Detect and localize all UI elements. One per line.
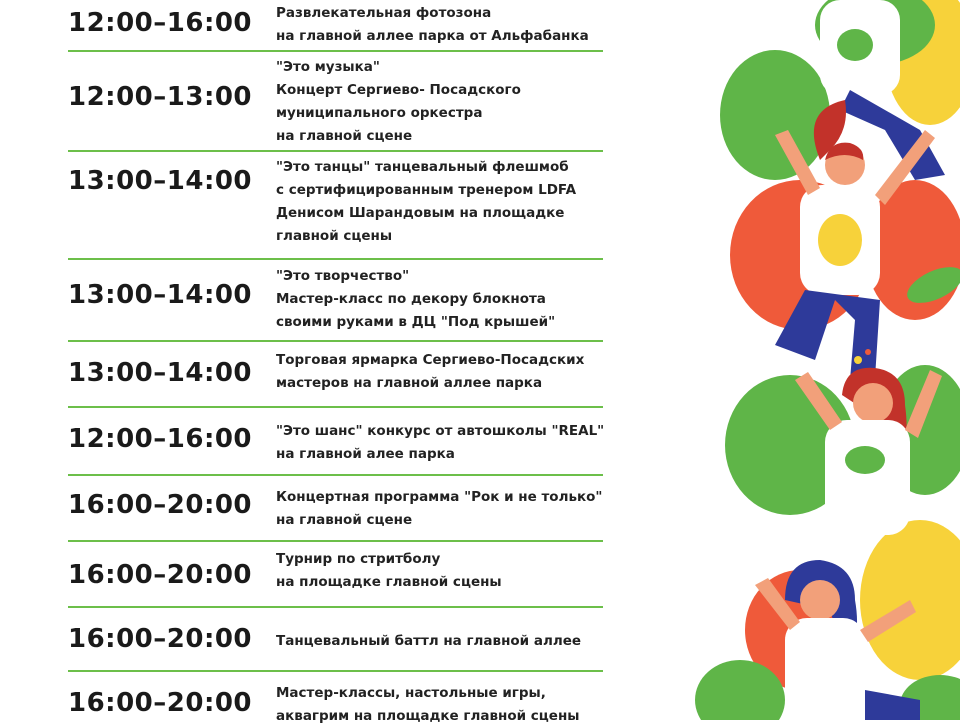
event-line: аквагрим на площадке главной сцены <box>276 708 580 724</box>
schedule-row <box>68 408 603 474</box>
schedule-row <box>68 152 603 258</box>
schedule-row <box>68 542 603 606</box>
event-line: Мастер-классы, настольные игры, <box>276 685 546 701</box>
schedule-row <box>68 608 603 670</box>
dancing-people-illustration <box>680 0 960 720</box>
event-time: 16:00–20:00 <box>68 560 253 590</box>
event-description <box>276 420 604 466</box>
confetti <box>854 356 862 364</box>
event-description <box>276 486 602 532</box>
event-line: Денисом Шарандовым на площадке <box>276 205 565 221</box>
festival-illustration <box>680 0 960 720</box>
event-time: 12:00–16:00 <box>68 8 253 38</box>
event-description <box>276 56 521 148</box>
event-description <box>276 548 502 594</box>
event-line: "Это шанс" конкурс от автошколы "REAL" <box>276 423 605 439</box>
event-description <box>276 630 581 653</box>
schedule-row <box>68 476 603 540</box>
schedule-row <box>68 0 603 50</box>
event-time: 13:00–14:00 <box>68 358 253 388</box>
event-line: Мастер-класс по декору блокнота <box>276 291 546 307</box>
event-line: главной сцены <box>276 228 393 244</box>
event-time: 13:00–14:00 <box>68 166 253 196</box>
event-line: на главной сцене <box>276 512 413 528</box>
event-line: на главной аллее парка от Альфабанка <box>276 28 589 44</box>
shirt-spot <box>818 214 862 266</box>
schedule-row <box>68 342 603 406</box>
event-line: Турнир по стритболу <box>276 551 441 567</box>
event-description <box>276 265 555 334</box>
event-line: на главной сцене <box>276 128 413 144</box>
event-description <box>276 349 584 395</box>
event-line: мастеров на главной аллее парка <box>276 375 543 391</box>
event-line: "Это танцы" танцевальный флешмоб <box>276 159 569 175</box>
event-time: 12:00–16:00 <box>68 424 253 454</box>
event-line: "Это творчество" <box>276 268 410 284</box>
person-head <box>800 580 840 620</box>
event-time: 16:00–20:00 <box>68 688 253 718</box>
leaf-shape <box>720 50 830 180</box>
event-line: Торговая ярмарка Сергиево-Посадских <box>276 352 585 368</box>
event-description <box>276 156 576 248</box>
event-line: Концерт Сергиево- Посадского <box>276 82 521 98</box>
shirt-spot <box>845 446 885 474</box>
event-time: 16:00–20:00 <box>68 490 253 520</box>
event-line: своими руками в ДЦ "Под крышей" <box>276 314 556 330</box>
event-description <box>276 682 579 728</box>
schedule-row <box>68 260 603 340</box>
person-torso <box>825 420 910 535</box>
event-time: 12:00–13:00 <box>68 82 253 112</box>
schedule-row <box>68 672 603 724</box>
event-time: 16:00–20:00 <box>68 624 253 654</box>
event-line: "Это музыка" <box>276 59 380 75</box>
event-line: на площадке главной сцены <box>276 574 502 590</box>
event-line: с сертифицированным тренером LDFA <box>276 182 577 198</box>
person-torso <box>785 618 865 720</box>
event-line: Танцевальный баттл на главной аллее <box>276 633 582 649</box>
event-line: Концертная программа "Рок и не только" <box>276 489 603 505</box>
event-line: на главной алее парка <box>276 446 455 462</box>
person-head <box>853 383 893 423</box>
event-description <box>276 2 589 48</box>
shirt-spot <box>837 29 873 61</box>
event-time: 13:00–14:00 <box>68 280 253 310</box>
event-line: муниципального оркестра <box>276 105 483 121</box>
confetti <box>865 349 871 355</box>
event-line: Развлекательная фотозона <box>276 5 492 21</box>
schedule-row <box>68 52 603 150</box>
